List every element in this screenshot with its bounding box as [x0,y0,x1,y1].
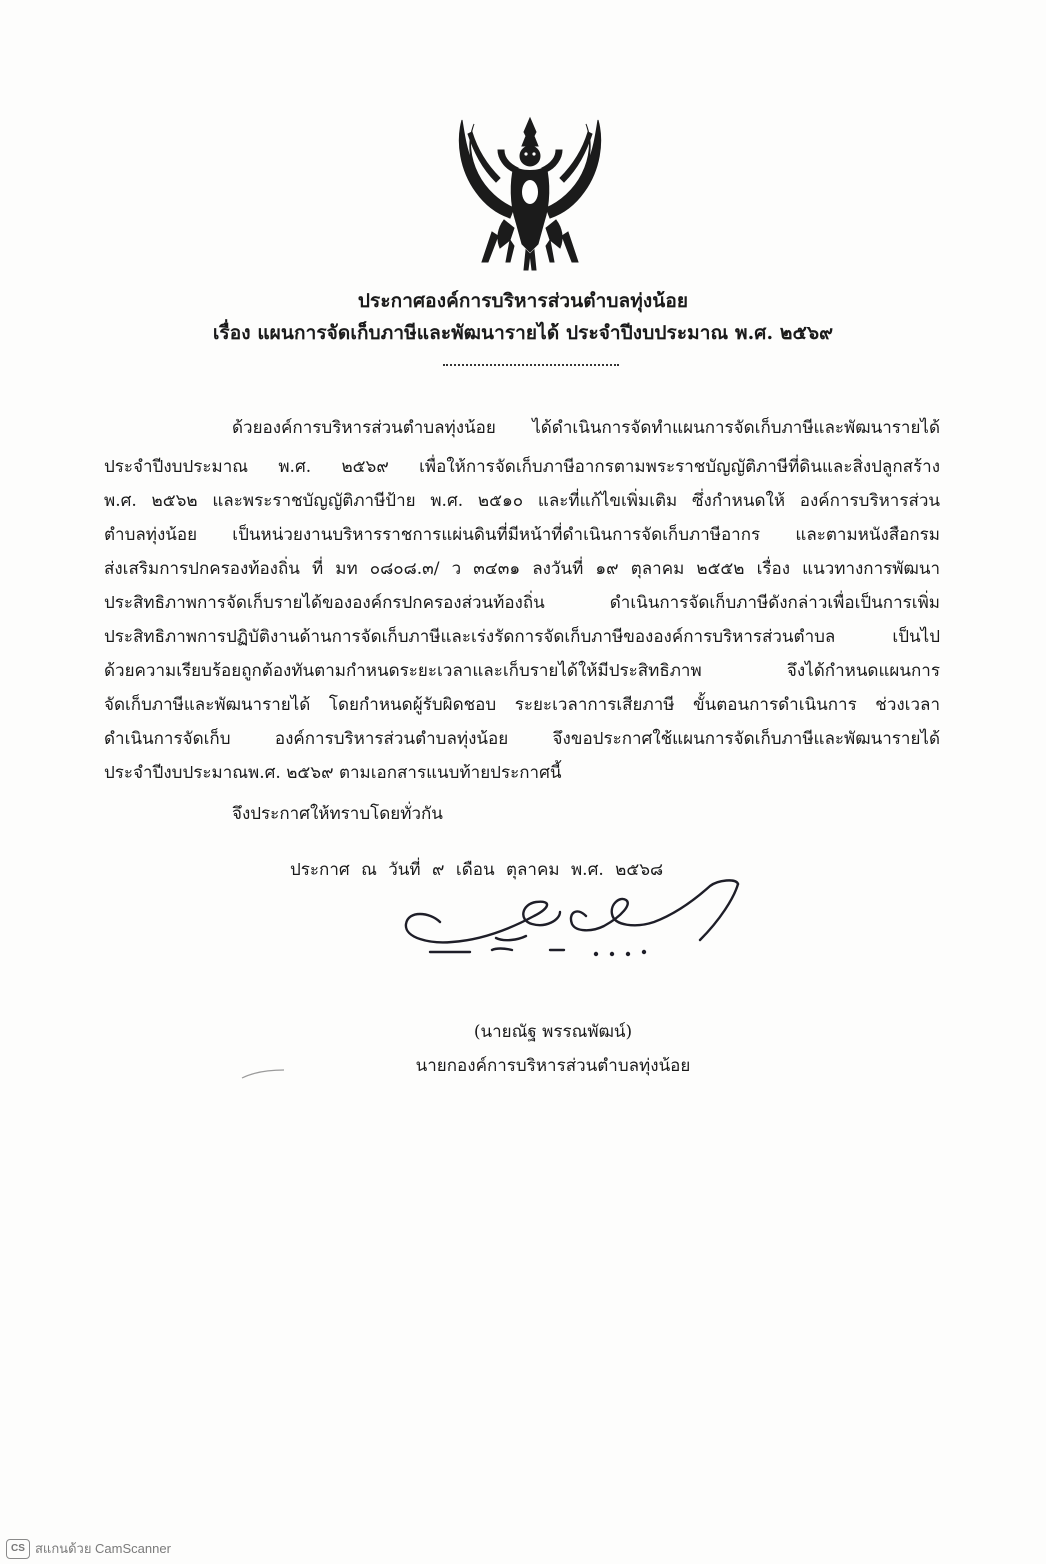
body-paragraph-line: พ.ศ. ๒๕๖๒ และพระราชบัญญัติภาษีป้าย พ.ศ. ๒๕๑๐ และที่แก้ไขเพิ่มเติม ซึ่งกำหนดให้ องค์การบริหารส่วน [104,491,940,511]
closing-statement: จึงประกาศให้ทราบโดยทั่วกัน [232,804,443,824]
divider [443,364,619,366]
camscanner-logo-icon: CS [6,1539,30,1559]
body-paragraph-line: ด้วยองค์การบริหารส่วนตำบลทุ่งน้อย ได้ดำเนินการจัดทำแผนการจัดเก็บภาษีและพัฒนารายได้ [232,418,940,438]
signer-name: (นายณัฐ พรรณพัฒน์) [473,1022,633,1042]
body-paragraph-line: ส่งเสริมการปกครองท้องถิ่น ที่ มท ๐๘๐๘.๓/ ว ๓๔๓๑ ลงวันที่ ๑๙ ตุลาคม ๒๕๕๒ เรื่อง แนวทางการพัฒนา [104,559,940,579]
signer-title: นายกองค์การบริหารส่วนตำบลทุ่งน้อย [415,1056,691,1076]
body-paragraph-line: ประสิทธิภาพการปฏิบัติงานด้านการจัดเก็บภาษีและเร่งรัดการจัดเก็บภาษีขององค์การบริหารส่วนตำบล เป็นไป [104,627,940,647]
announcement-title: ประกาศองค์การบริหารส่วนตำบลทุ่งน้อย [357,290,689,312]
body-paragraph-line: ด้วยความเรียบร้อยถูกต้องทันตามกำหนดระยะเวลาและเก็บรายได้ให้มีประสิทธิภาพ จึงได้กำหนดแผนการ [104,661,940,681]
body-paragraph-line: ตำบลทุ่งน้อย เป็นหน่วยงานบริหารราชการแผ่นดินที่มีหน้าที่ดำเนินการจัดเก็บภาษีอากร และตามหนังสือกรม [104,525,940,545]
body-paragraph-line: ประจำปีงบประมาณ พ.ศ. ๒๕๖๙ เพื่อให้การจัดเก็บภาษีอากรตามพระราชบัญญัติภาษีที่ดินและสิ่งปลูกสร้าง [104,457,940,477]
garuda-emblem-icon [452,112,608,272]
watermark-text: สแกนด้วย CamScanner [35,1541,171,1556]
stray-pen-mark-icon [240,1068,286,1080]
body-paragraph-line: ดำเนินการจัดเก็บ องค์การบริหารส่วนตำบลทุ่งน้อย จึงขอประกาศใช้แผนการจัดเก็บภาษีและพัฒนารายได้ [104,729,940,749]
announcement-subject: เรื่อง แผนการจัดเก็บภาษีและพัฒนารายได้ ประจำปีงบประมาณ พ.ศ. ๒๕๖๙ [212,322,834,344]
body-paragraph-line: ประสิทธิภาพการจัดเก็บรายได้ขององค์กรปกครองส่วนท้องถิ่น ดำเนินการจัดเก็บภาษีดังกล่าวเพื่อเป็นการเพิ่ม [104,593,940,613]
announcement-date: ประกาศ ณ วันที่ ๙ เดือน ตุลาคม พ.ศ. ๒๕๖๘ [290,860,664,880]
handwritten-signature-icon [400,876,750,976]
body-paragraph-line: ประจำปีงบประมาณพ.ศ. ๒๕๖๙ ตามเอกสารแนบท้ายประกาศนี้ [104,763,562,783]
body-paragraph-line: จัดเก็บภาษีและพัฒนารายได้ โดยกำหนดผู้รับผิดชอบ ระยะเวลาการเสียภาษี ขั้นตอนการดำเนินการ ช่วงเวลา [104,695,940,715]
camscanner-watermark [6,1538,171,1559]
